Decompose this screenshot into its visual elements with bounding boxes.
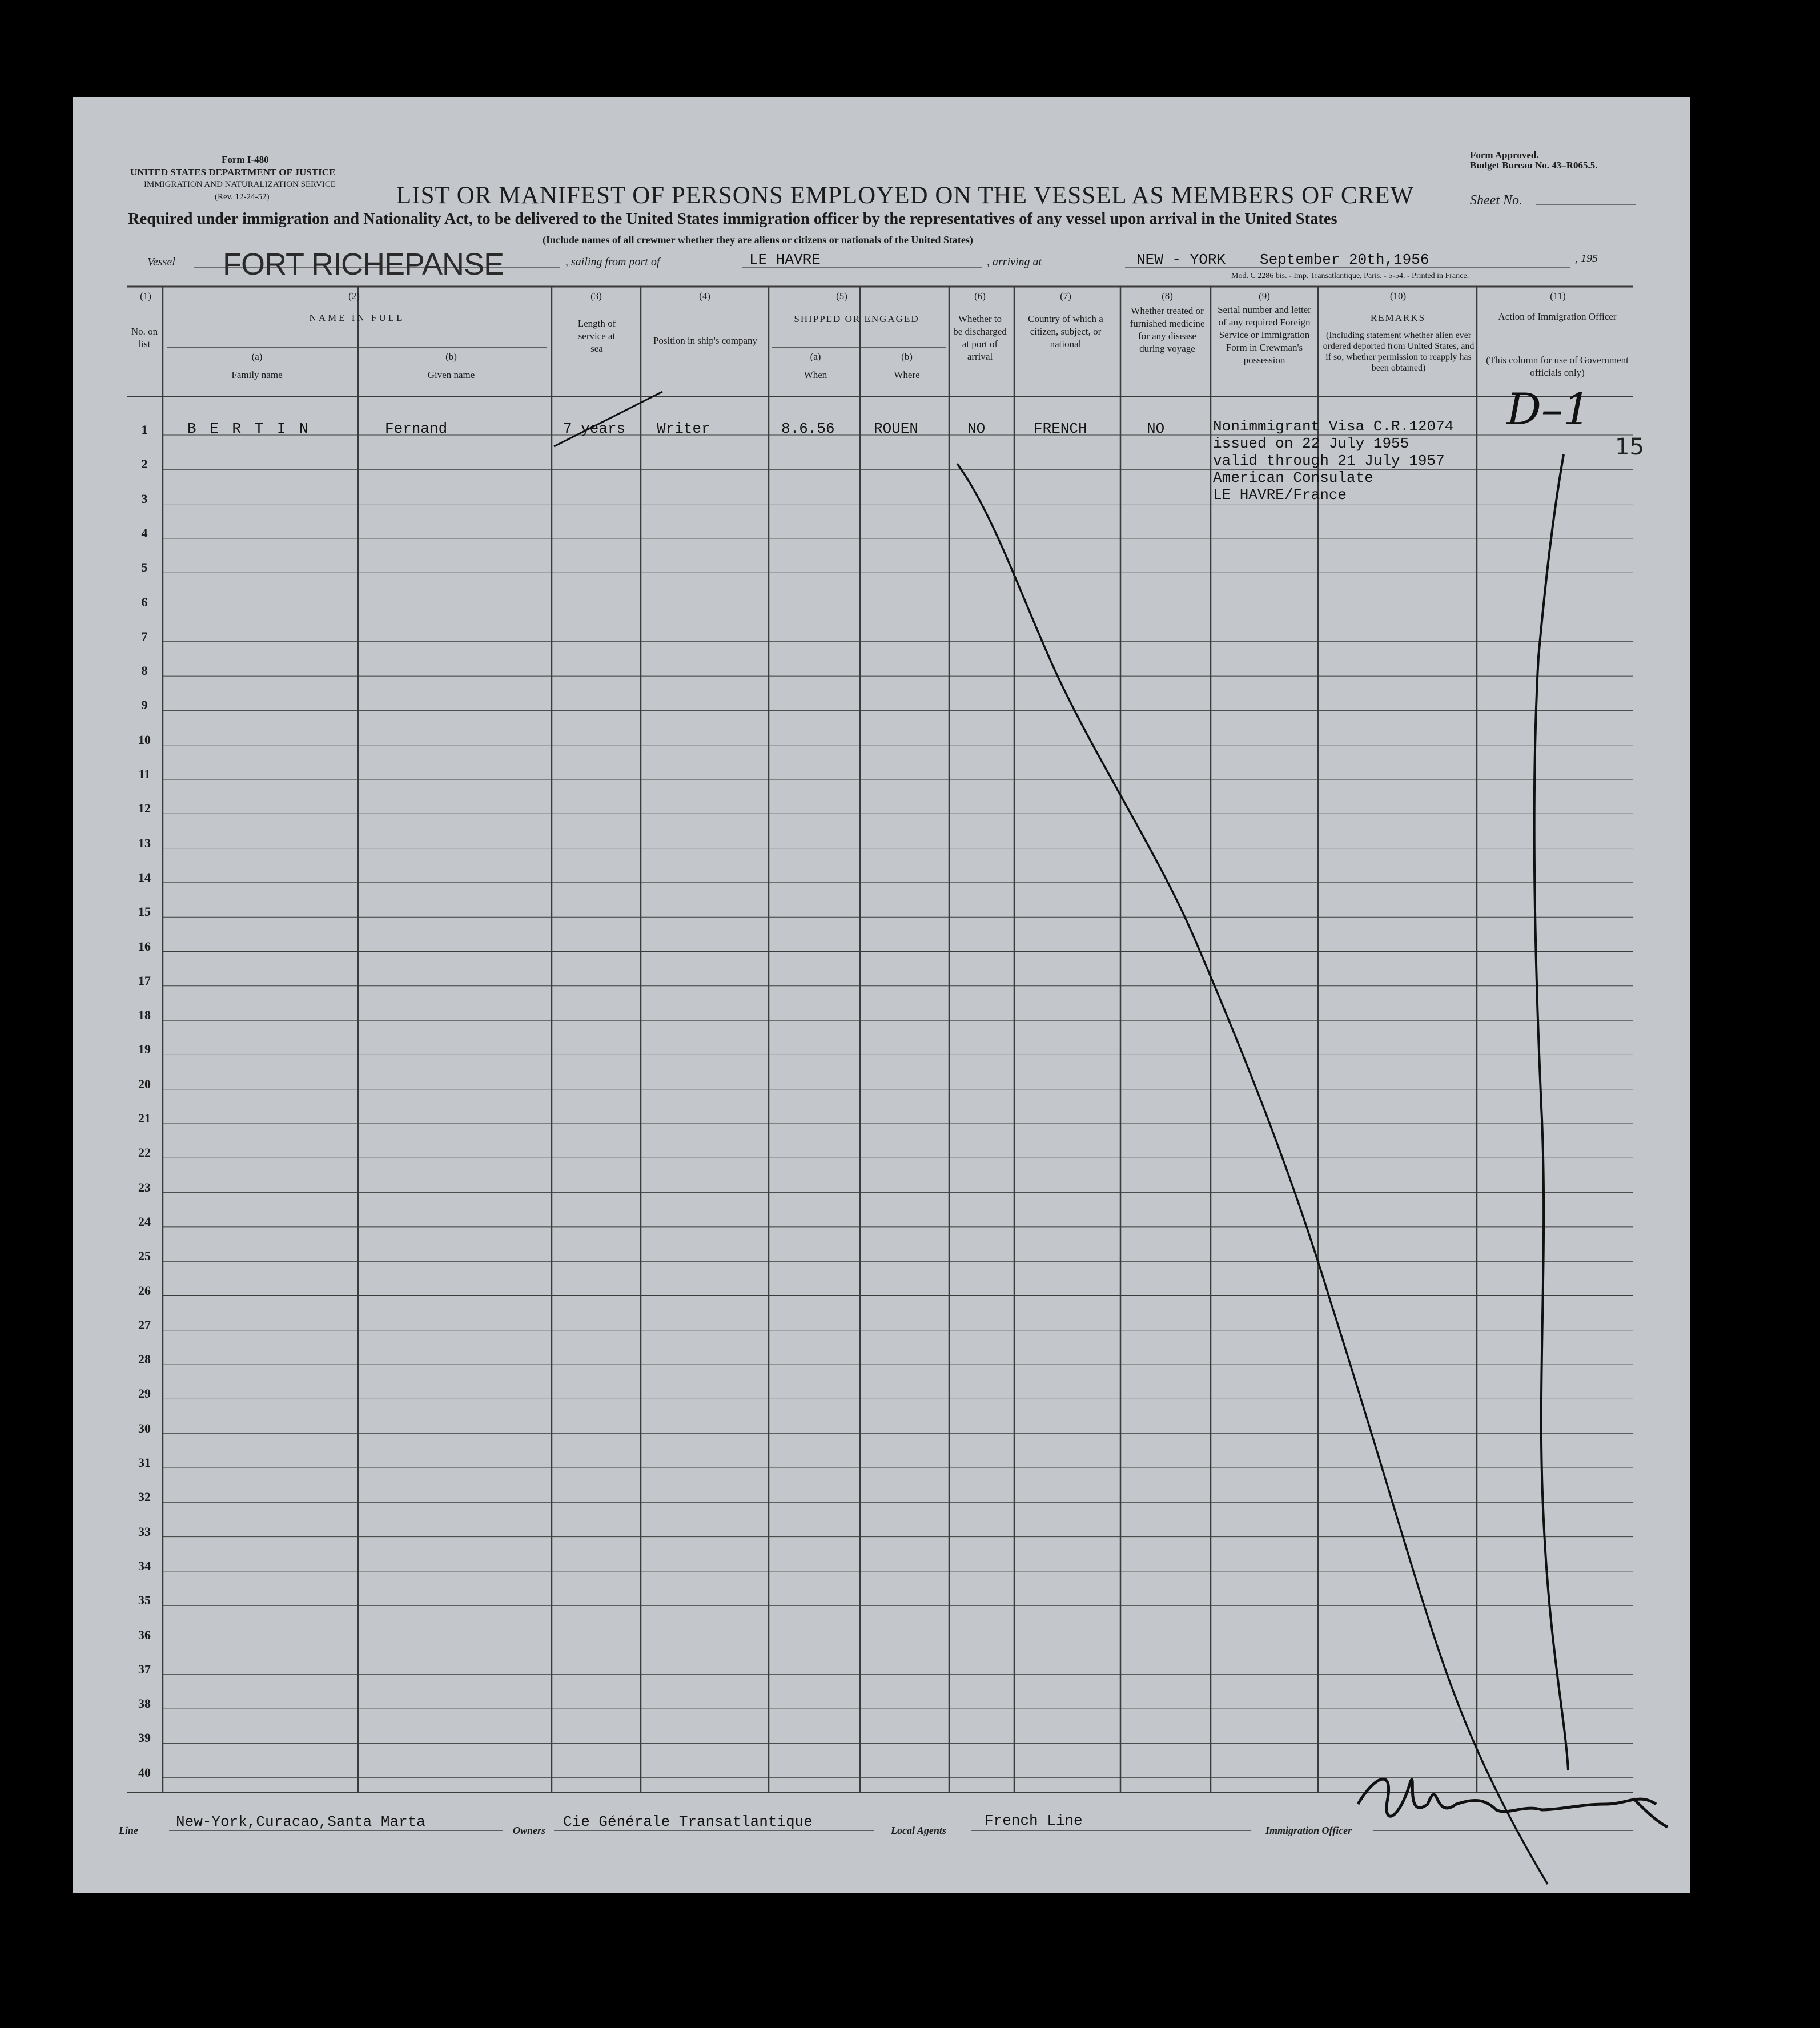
entry-given-name: Fernand bbox=[385, 420, 448, 437]
line-number: 8 bbox=[141, 663, 148, 678]
col2-number: (2) bbox=[348, 291, 360, 301]
line-number: 21 bbox=[138, 1111, 151, 1125]
line-number: 37 bbox=[138, 1661, 151, 1676]
col9-label: Serial number and letter of any required Foreign Service or Immigration Form in Crewman's possession bbox=[1218, 304, 1311, 365]
line-number: 26 bbox=[138, 1283, 151, 1298]
year-label: , 195 bbox=[1575, 252, 1598, 265]
col4-label: Position in ship's company bbox=[653, 335, 758, 346]
line-number: 3 bbox=[141, 491, 148, 506]
col9-number: (9) bbox=[1259, 291, 1270, 301]
remarks-line: issued on 22 July 1955 bbox=[1213, 435, 1409, 452]
line-number: 13 bbox=[138, 835, 151, 850]
agency-name: UNITED STATES DEPARTMENT OF JUSTICE bbox=[130, 167, 336, 178]
line-number: 7 bbox=[141, 629, 148, 643]
immigration-officer-label: Immigration Officer bbox=[1265, 1825, 1352, 1836]
remarks-line: Nonimmigrant Visa C.R.12074 bbox=[1213, 418, 1454, 435]
budget-bureau: Budget Bureau No. 43–R065.5. bbox=[1470, 160, 1598, 171]
col3-number: (3) bbox=[590, 291, 602, 301]
col11-number: (11) bbox=[1550, 291, 1566, 301]
local-agents: French Line bbox=[985, 1812, 1083, 1829]
col3-label: Length of service at sea bbox=[577, 318, 616, 354]
line-number: 1 bbox=[141, 422, 148, 437]
col5a-number: (a) bbox=[810, 351, 821, 362]
strike-through-stroke bbox=[554, 392, 662, 446]
col2-label: NAME IN FULL bbox=[309, 312, 405, 323]
col11-label: Action of Immigration Officer bbox=[1498, 311, 1617, 322]
col2a-number: (a) bbox=[251, 351, 263, 362]
col2a-label: Family name bbox=[231, 369, 283, 380]
line-number: 34 bbox=[138, 1558, 151, 1573]
col7-label: Country of which a citizen, subject, or national bbox=[1028, 313, 1103, 349]
col5-number: (5) bbox=[836, 291, 847, 301]
line-number: 23 bbox=[138, 1180, 151, 1194]
arrival-date: September 20th,1956 bbox=[1260, 251, 1429, 268]
officer-mark: D–1 bbox=[1506, 384, 1591, 434]
form-note: (Include names of all crewmer whether they are aliens or citizens or nationals of the United States) bbox=[543, 234, 973, 246]
col6-label: Whether to be discharged at port of arrival bbox=[953, 313, 1007, 362]
col4-number: (4) bbox=[699, 291, 710, 301]
col10-number: (10) bbox=[1389, 291, 1407, 301]
line-number: 6 bbox=[141, 594, 148, 609]
line-number: 17 bbox=[138, 973, 151, 988]
owners-name: Cie Générale Transatlantique bbox=[563, 1813, 813, 1830]
col8-number: (8) bbox=[1162, 291, 1173, 301]
line-number: 20 bbox=[138, 1076, 151, 1091]
vertical-officer-stroke bbox=[1534, 454, 1568, 1770]
line-number: 2 bbox=[141, 457, 148, 472]
vessel-label: Vessel bbox=[147, 256, 175, 268]
line-number: 19 bbox=[138, 1042, 151, 1057]
col2b-label: Given name bbox=[427, 369, 475, 380]
arrival-port: NEW - YORK bbox=[1136, 251, 1226, 268]
form-number: Form I-480 bbox=[222, 154, 269, 165]
col1-label: No. on list bbox=[131, 326, 158, 349]
remarks-line: LE HAVRE/France bbox=[1213, 486, 1347, 504]
vessel-name: FORT RICHEPANSE bbox=[223, 247, 504, 281]
line-number: 15 bbox=[138, 904, 151, 919]
line-number: 35 bbox=[138, 1593, 151, 1608]
col5-label: SHIPPED OR ENGAGED bbox=[794, 313, 919, 324]
line-number: 28 bbox=[138, 1352, 151, 1367]
officer-number: 15 bbox=[1615, 434, 1644, 460]
col8-label: Whether treated or furnished medicine for any disease during voyage bbox=[1130, 305, 1205, 354]
diagonal-cancel-stroke bbox=[957, 464, 1548, 1884]
entry-shipped-where: ROUEN bbox=[874, 420, 919, 437]
line-number: 36 bbox=[138, 1627, 151, 1642]
departure-port: LE HAVRE bbox=[749, 251, 821, 268]
line-number: 11 bbox=[138, 767, 151, 781]
col5b-label: Where bbox=[894, 369, 920, 380]
line-number: 31 bbox=[138, 1455, 151, 1470]
printer-line: Mod. C 2286 bis. - Imp. Transatlantique, Paris. - 5-54. - Printed in France. bbox=[1231, 272, 1469, 280]
col1-number: (1) bbox=[140, 291, 151, 301]
line-label: Line bbox=[119, 1825, 138, 1836]
page-title: LIST OR MANIFEST OF PERSONS EMPLOYED ON THE VESSEL AS MEMBERS OF CREW bbox=[396, 182, 1415, 209]
line-number: 29 bbox=[138, 1386, 151, 1401]
form-subtitle: Required under immigration and Nationality Act, to be delivered to the United States immigration officer by the representatives of any vessel upon arrival in the United States bbox=[128, 210, 1337, 228]
line-number: 4 bbox=[141, 525, 148, 540]
line-number: 39 bbox=[138, 1731, 151, 1745]
owners-label: Owners bbox=[513, 1825, 546, 1836]
entry-service-length: 7 years bbox=[563, 420, 626, 437]
col10-label: REMARKS bbox=[1370, 312, 1426, 323]
col2b-number: (b) bbox=[445, 351, 457, 362]
arriving-label: , arriving at bbox=[987, 256, 1042, 268]
line-number: 25 bbox=[138, 1249, 151, 1264]
agents-label: Local Agents bbox=[891, 1825, 946, 1836]
line-number: 18 bbox=[138, 1008, 151, 1023]
entry-medicine: NO bbox=[1147, 420, 1165, 437]
entry-discharged: NO bbox=[967, 420, 986, 437]
line-number: 22 bbox=[138, 1145, 151, 1160]
entry-shipped-when: 8.6.56 bbox=[781, 420, 835, 437]
col5b-number: (b) bbox=[901, 351, 913, 362]
line-number: 24 bbox=[138, 1214, 151, 1229]
form-approved: Form Approved. bbox=[1470, 150, 1539, 160]
line-number: 32 bbox=[138, 1490, 151, 1504]
shipping-line: New-York,Curacao,Santa Marta bbox=[176, 1813, 425, 1830]
sailing-label: , sailing from port of bbox=[565, 256, 660, 268]
line-number: 5 bbox=[141, 560, 148, 575]
entry-position: Writer bbox=[657, 420, 710, 437]
officer-signature bbox=[1358, 1779, 1668, 1827]
line-number: 10 bbox=[138, 732, 151, 747]
remarks-line: valid through 21 July 1957 bbox=[1213, 452, 1445, 469]
sheet-number-label: Sheet No. bbox=[1470, 193, 1522, 208]
line-number: 38 bbox=[138, 1696, 151, 1711]
entry-country: FRENCH bbox=[1034, 420, 1087, 437]
line-number: 33 bbox=[138, 1524, 151, 1539]
form-revision: (Rev. 12-24-52) bbox=[215, 192, 270, 202]
line-number: 40 bbox=[138, 1765, 151, 1780]
entry-family-name: B E R T I N bbox=[187, 420, 311, 437]
line-number: 9 bbox=[141, 698, 148, 713]
col10-detail: (Including statement whether alien ever ordered deported from United States, and if so, whether permission to reapply has been obtained) bbox=[1323, 331, 1475, 373]
line-number: 14 bbox=[138, 870, 151, 884]
service-name: IMMIGRATION AND NATURALIZATION SERVICE bbox=[144, 180, 336, 189]
line-number: 12 bbox=[138, 801, 151, 816]
col5a-label: When bbox=[803, 369, 827, 380]
line-number: 16 bbox=[138, 939, 151, 953]
line-number: 27 bbox=[138, 1317, 151, 1332]
remarks-line: American Consulate bbox=[1213, 469, 1373, 486]
line-number: 30 bbox=[138, 1421, 151, 1435]
col6-number: (6) bbox=[974, 291, 986, 301]
col11-detail: (This column for use of Government officials only) bbox=[1486, 355, 1629, 378]
col7-number: (7) bbox=[1060, 291, 1071, 301]
